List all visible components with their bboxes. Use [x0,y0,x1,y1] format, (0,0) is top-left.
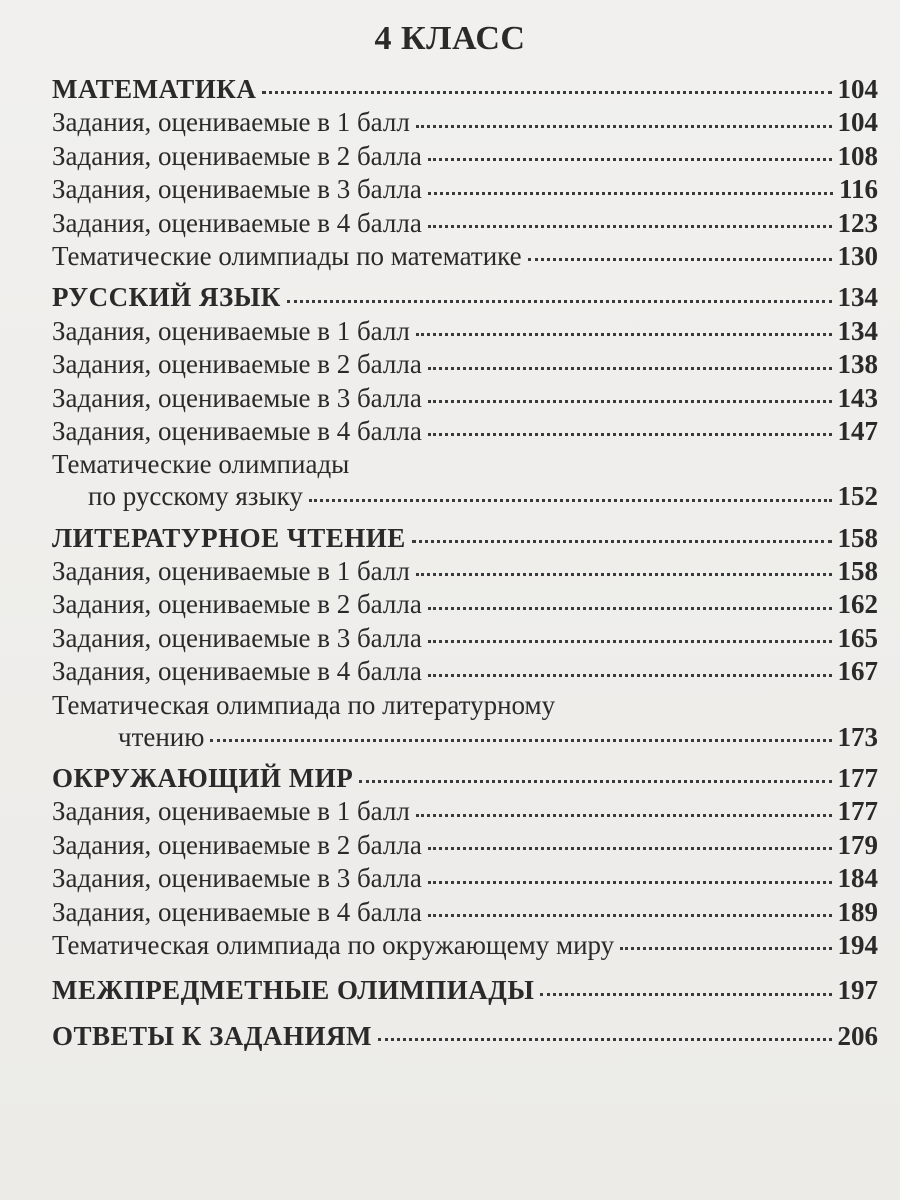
entry-label: Задания, оцениваемые в 1 балл [52,556,410,587]
entry-label: Задания, оцениваемые в 3 балла [52,863,422,894]
toc-entry [52,208,878,241]
page-number: 194 [837,929,878,960]
page-number: 158 [837,556,878,587]
page-number: 206 [837,1020,878,1051]
toc-entry [52,897,878,930]
entry-label: Задания, оцениваемые в 1 балл [52,315,410,346]
toc-entry-line1 [52,690,878,722]
leader-dots [416,125,832,128]
toc-section-world [52,763,878,796]
leader-dots [210,739,831,742]
entry-label: Задания, оцениваемые в 4 балла [52,896,422,927]
section-title: ОТВЕТЫ К ЗАДАНИЯМ [52,1020,372,1051]
leader-dots [378,1038,832,1041]
leader-dots [428,674,832,677]
page-number: 134 [837,315,878,346]
leader-dots [287,300,832,303]
page-number: 134 [837,282,878,313]
page-number: 165 [837,622,878,653]
page-number: 162 [837,589,878,620]
section-title: ЛИТЕРАТУРНОЕ ЧТЕНИЕ [52,522,406,553]
toc-entry [52,863,878,896]
entry-label: Задания, оцениваемые в 3 балла [52,622,422,653]
toc-entry [52,556,878,589]
entry-label: Тематические олимпиады по математике [52,240,522,271]
toc-section-answers [52,1021,878,1054]
entry-label: Задания, оцениваемые в 4 балла [52,656,422,687]
leader-dots [412,540,832,543]
page-number: 138 [837,349,878,380]
section-title: ОКРУЖАЮЩИЙ МИР [52,763,354,794]
leader-dots [262,91,831,94]
page-number: 116 [838,174,878,205]
page-number: 104 [837,107,878,138]
toc-entry [52,241,878,274]
toc-entry-line2 [52,481,878,514]
toc-section-russian [52,282,878,315]
entry-label: Тематическая олимпиада по окружающему миру [52,929,615,960]
toc-entry [52,316,878,349]
section-title: МЕЖПРЕДМЕТНЫЕ ОЛИМПИАДЫ [52,975,535,1006]
toc-entry [52,383,878,416]
section-title: РУССКИЙ ЯЗЫК [52,282,281,313]
page-title: 4 КЛАСС [374,20,526,57]
toc-entry [52,349,878,382]
page-number: 177 [837,763,878,794]
leader-dots [428,367,832,370]
entry-label: Задания, оцениваемые в 1 балл [52,107,410,138]
entry-label: Задания, оцениваемые в 1 балл [52,796,410,827]
toc-section-interdisciplinary [52,975,878,1008]
entry-label: Задания, оцениваемые в 3 балла [52,382,422,413]
leader-dots [428,847,832,850]
toc-entry-line1 [52,449,878,481]
leader-dots [416,814,832,817]
entry-label: Задания, оцениваемые в 4 балла [52,415,422,446]
entry-label: Задания, оцениваемые в 2 балла [52,829,422,860]
page-number: 184 [837,863,878,894]
entry-label: Задания, оцениваемые в 3 балла [52,174,422,205]
toc-entry [52,830,878,863]
page-number: 158 [837,522,878,553]
leader-dots [428,225,832,228]
leader-dots [528,258,832,261]
table-of-contents [52,74,878,1054]
toc-entry [52,796,878,829]
page-number: 104 [837,74,878,104]
entry-label: чтению [118,721,205,752]
section-title: МАТЕМАТИКА [52,74,257,104]
page-number: 123 [837,207,878,238]
toc-entry [52,141,878,174]
leader-dots [428,881,832,884]
entry-label: Тематическая олимпиада по литературному [52,689,556,720]
toc-entry [52,416,878,449]
entry-label: Задания, оцениваемые в 4 балла [52,207,422,238]
entry-label: Тематические олимпиады [52,449,350,480]
page-number: 143 [837,382,878,413]
toc-section-literature [52,523,878,556]
leader-dots [309,499,832,502]
page-number: 177 [837,796,878,827]
leader-dots [428,400,832,403]
leader-dots [416,573,832,576]
leader-dots [416,333,832,336]
toc-entry [52,107,878,140]
page-number: 130 [837,240,878,271]
page-number: 179 [837,829,878,860]
leader-dots [428,640,832,643]
leader-dots [359,780,831,783]
toc-entry [52,623,878,656]
page-number: 167 [837,656,878,687]
leader-dots [428,192,833,195]
entry-label: Задания, оцениваемые в 2 балла [52,349,422,380]
toc-entry [52,656,878,689]
toc-section-math [52,74,878,107]
page-number: 189 [837,896,878,927]
entry-label: по русскому языку [88,481,303,512]
entry-label: Задания, оцениваемые в 2 балла [52,140,422,171]
toc-entry-line2 [52,722,878,755]
entry-label: Задания, оцениваемые в 2 балла [52,589,422,620]
leader-dots [428,433,832,436]
leader-dots [428,607,832,610]
toc-entry [52,930,878,963]
page-number: 108 [837,140,878,171]
page-number: 197 [837,975,878,1006]
page-number: 152 [837,481,878,512]
leader-dots [428,158,832,161]
toc-entry [52,589,878,622]
leader-dots [620,947,831,950]
leader-dots [428,914,832,917]
page-number: 147 [837,415,878,446]
toc-entry [52,174,878,207]
leader-dots [540,993,831,996]
page-number: 173 [837,721,878,752]
